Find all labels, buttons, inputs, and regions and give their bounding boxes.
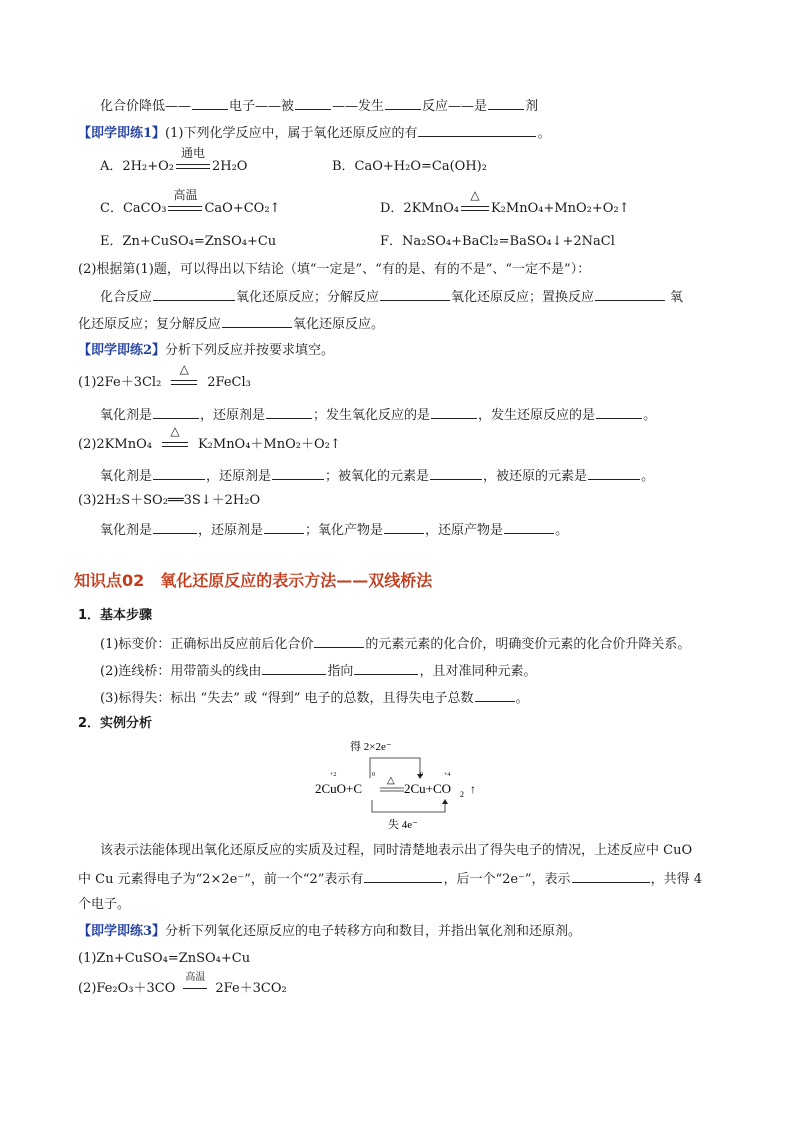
reaction-1-questions: 氧化剂是 ，还原剂是 ；发生氧化反应的是 ，发生还原反应的是 。 [100, 405, 656, 425]
exercise3-title: 【即学即练3】分析下列氧化还原反应的电子转移方向和数目，并指出氧化剂和还原剂。 [78, 924, 582, 939]
option-b: B．CaO+H₂O=Ca(OH)₂ [332, 159, 487, 174]
equals-sign [176, 164, 210, 169]
conclusion-line-1: 化合反应 氧化还原反应；分解反应 氧化还原反应；置换反应 氧 [100, 287, 683, 307]
subsection-basic-steps: 1．基本步骤 [78, 608, 153, 623]
step-3: (3)标得失：标出 “失去” 或 “得到” 电子的总数，且得失电子总数 。 [100, 688, 529, 708]
blank[interactable] [596, 405, 642, 419]
blank[interactable] [262, 661, 326, 675]
exercise2-title: 【即学即练2】分析下列反应并按要求填空。 [78, 343, 335, 358]
option-a: A．2H₂+O₂ 通电 2H₂O [100, 146, 248, 174]
text: 化合价降低—— [100, 99, 192, 114]
step-1: (1)标变价：正确标出反应前后化合价 的元素元素的化合价，明确变价元素的化合价升降关系。 [100, 634, 690, 654]
blank[interactable] [264, 520, 304, 534]
reaction-2-questions: 氧化剂是 ，还原剂是 ；被氧化的元素是 ，被还原的元素是 。 [100, 466, 654, 486]
blank[interactable] [431, 405, 477, 419]
reaction-1: (1)2Fe＋3Cl₂ △ 2FeCl₃ [78, 362, 251, 390]
blank[interactable] [192, 96, 228, 110]
text: ——发生 [332, 99, 385, 114]
exercise3-reaction-2: (2)Fe₂O₃＋3CO 高温 2Fe＋3CO₂ [78, 972, 287, 996]
condition-label: △ [470, 188, 480, 202]
condition-label: 通电 [180, 146, 205, 160]
blank[interactable] [385, 96, 421, 110]
step-2: (2)连线桥：用带箭头的线由 指向 ，且对准同种元素。 [100, 661, 536, 681]
conclusion-line-2: 化还原反应；复分解反应 氧化还原反应。 [78, 314, 384, 334]
subscript: 2 [460, 790, 464, 799]
option-c: C．CaCO₃ 高温 CaO+CO₂↑ [100, 188, 281, 216]
oxidation-state: 0 [420, 772, 423, 778]
exercise-tag: 【即学即练3】 [78, 924, 166, 939]
products: 2Cu+CO [404, 781, 452, 796]
text: (1)下列化学反应中，属于氧化还原反应的有 [165, 126, 418, 141]
condition-label: 高温 [173, 188, 198, 202]
blank[interactable] [504, 520, 554, 534]
arrowhead-icon [442, 799, 448, 804]
paragraph-line-2: 中 Cu 元素得电子为“2×2e⁻”，前一个“2”表示有 ，后一个“2e⁻”，表示 ，共得 4 [78, 869, 702, 889]
exercise-tag: 【即学即练2】 [78, 343, 166, 358]
option-e: E．Zn+CuSO₄=ZnSO₄+Cu [100, 234, 277, 249]
section-heading: 知识点02 氧化还原反应的表示方法——双线桥法 [74, 571, 433, 590]
reaction-3-questions: 氧化剂是 ，还原剂是 ；氧化产物是 ，还原产物是 。 [100, 520, 568, 540]
blank[interactable] [314, 634, 364, 648]
reaction-3: (3)2H₂S＋SO₂══3S↓＋2H₂O [78, 493, 261, 508]
blank[interactable] [153, 466, 205, 480]
gain-bridge [370, 758, 420, 778]
exercise-tag: 【即学即练1】 [78, 126, 166, 141]
equals-sign [461, 206, 489, 211]
option-f: F．Na₂SO₄+BaCl₂=BaSO₄↓+2NaCl [380, 234, 615, 249]
option-d: D．2KMnO₄ △ K₂MnO₄+MnO₂+O₂↑ [380, 188, 630, 216]
blank[interactable] [266, 405, 312, 419]
gas-arrow: ↑ [470, 782, 476, 796]
blank[interactable] [588, 466, 640, 480]
valence-decrease-line [100, 96, 538, 116]
exercise1-q2: (2)根据第(1)题，可以得出以下结论（填“一定是”、“有的是、有的不是”、“一定不是”）： [78, 262, 591, 277]
double-bridge-diagram [310, 738, 490, 833]
oxidation-state: +2 [330, 772, 337, 778]
lose-bridge [372, 800, 445, 812]
blank[interactable] [488, 96, 524, 110]
blank[interactable] [153, 520, 197, 534]
text: 反应——是 [422, 99, 488, 114]
blank[interactable] [153, 405, 199, 419]
blank[interactable] [153, 287, 235, 301]
blank[interactable] [272, 466, 324, 480]
paragraph-line-1: 该表示法能体现出氧化还原反应的实质及过程，同时清楚地表示出了得失电子的情况，上述反应中 CuO [100, 843, 693, 858]
blank[interactable] [354, 661, 418, 675]
oxidation-state: 0 [372, 772, 375, 778]
text: 。 [537, 126, 551, 141]
blank[interactable] [595, 287, 665, 301]
subsection-example: 2．实例分析 [78, 716, 153, 731]
exercise3-reaction-1: (1)Zn+CuSO₄=ZnSO₄+Cu [78, 951, 251, 966]
blank[interactable] [380, 287, 450, 301]
blank[interactable] [384, 520, 424, 534]
condition-label: △ [387, 775, 395, 786]
exercise1-question [78, 123, 550, 143]
lose-label: 失 4e⁻ [388, 819, 418, 831]
blank[interactable] [222, 314, 292, 328]
blank[interactable] [418, 123, 536, 137]
blank[interactable] [572, 869, 650, 883]
text: 剂 [525, 99, 539, 114]
blank[interactable] [364, 869, 442, 883]
text: 电子——被 [229, 99, 295, 114]
oxidation-state: +4 [444, 772, 451, 778]
equals-sign [168, 206, 202, 211]
reaction-2: (2)2KMnO₄ △ K₂MnO₄＋MnO₂＋O₂↑ [78, 424, 341, 452]
blank[interactable] [430, 466, 482, 480]
reactants: 2CuO+C [315, 781, 363, 796]
paragraph-line-3: 个电子。 [78, 897, 131, 912]
blank[interactable] [295, 96, 331, 110]
blank[interactable] [475, 688, 515, 702]
gain-label: 得 2×2e⁻ [350, 741, 392, 753]
